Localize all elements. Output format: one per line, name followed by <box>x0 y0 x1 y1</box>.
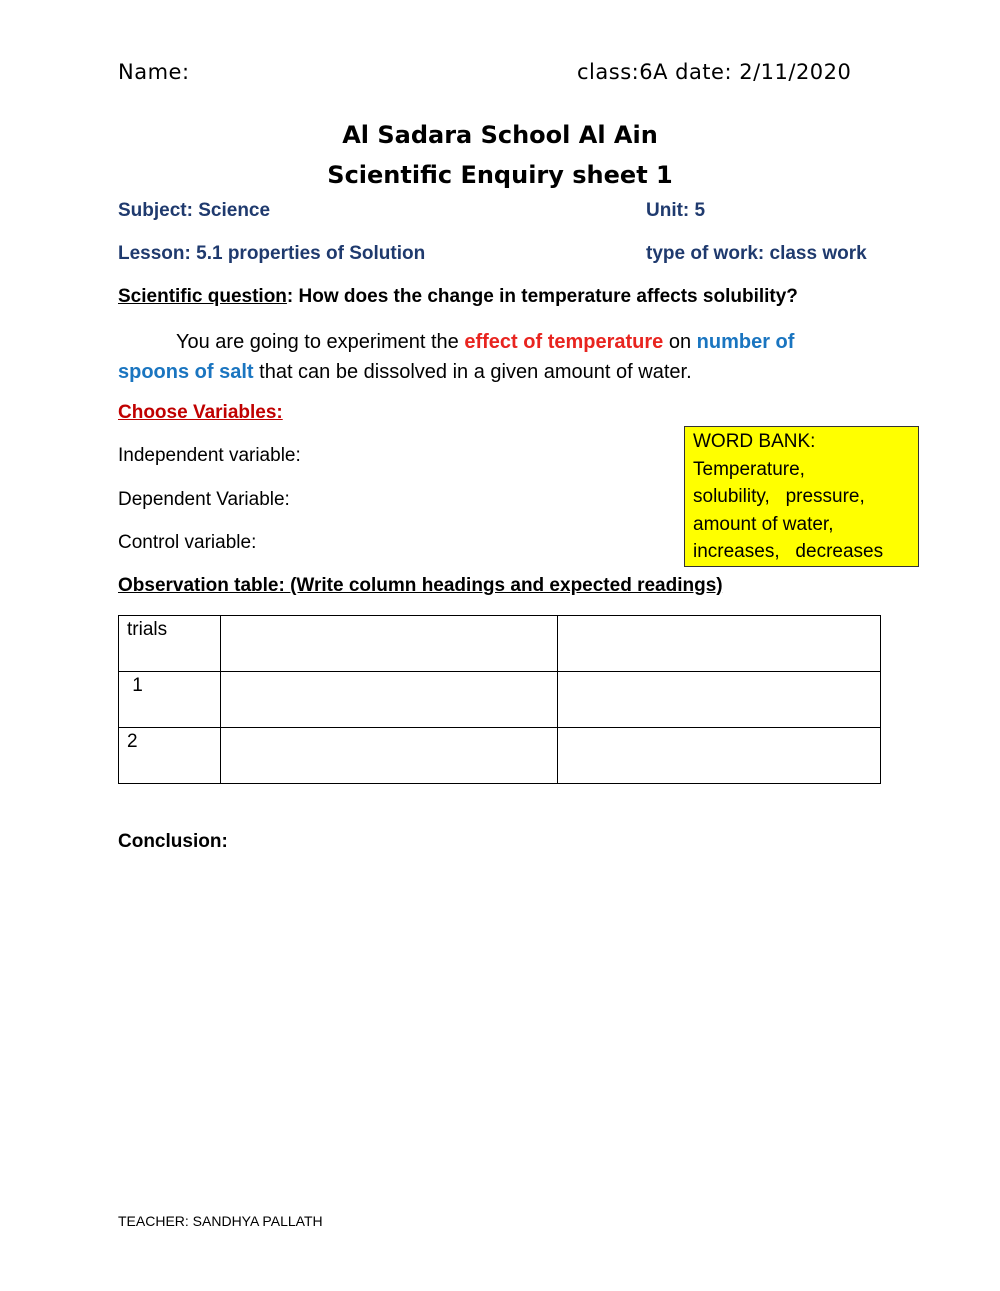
subject-label: Subject: Science <box>118 200 271 221</box>
unit-label: Unit: 5 <box>646 200 706 221</box>
word-bank-line: solubility, pressure, <box>693 486 865 507</box>
scientific-question-label: Scientific question <box>118 286 287 307</box>
intro-line-2 <box>118 357 692 387</box>
intro-part-3: that can be dissolved in a given amount of water. <box>253 361 692 383</box>
intro-line-1 <box>176 327 794 357</box>
word-bank-line: amount of water, <box>693 513 834 535</box>
table-row <box>119 728 881 784</box>
school-name: Al Sadara School Al Ain <box>342 121 658 149</box>
choose-variables-heading: Choose Variables: <box>118 402 283 423</box>
observation-table <box>118 615 881 784</box>
table-cell-blank[interactable] <box>558 728 881 784</box>
conclusion-label: Conclusion: <box>118 831 228 852</box>
control-variable-label: Control variable: <box>118 532 257 553</box>
teacher-footer: TEACHER: SANDHYA PALLATH <box>118 1213 323 1229</box>
table-cell-trial-number: 1 <box>119 672 221 728</box>
table-cell-trials-header: trials <box>119 616 221 672</box>
table-row <box>119 616 881 672</box>
name-label: Name: <box>118 60 190 84</box>
word-bank-line: Temperature, <box>693 458 805 480</box>
table-cell-trial-number: 2 <box>119 728 221 784</box>
word-bank-line: increases, decreases <box>693 541 884 562</box>
intro-highlight-blue-2: spoons of salt <box>118 361 254 383</box>
intro-part-2: on <box>663 331 697 353</box>
table-cell-blank[interactable] <box>558 616 881 672</box>
class-date: class:6A date: 2/11/2020 <box>577 60 852 84</box>
observation-table-heading: Observation table: (Write column headings and expected readings) <box>118 575 723 596</box>
table-row <box>119 672 881 728</box>
dependent-variable-label: Dependent Variable: <box>118 489 290 510</box>
intro-part-1: You are going to experiment the <box>176 331 465 353</box>
scientific-question <box>118 286 798 308</box>
table-cell-blank[interactable] <box>558 672 881 728</box>
independent-variable-label: Independent variable: <box>118 445 301 466</box>
word-bank <box>684 426 919 567</box>
scientific-question-text: : How does the change in temperature affects solubility? <box>286 286 798 307</box>
lesson-label: Lesson: 5.1 properties of Solution <box>118 243 426 264</box>
intro-highlight-blue-1: number of <box>696 331 795 353</box>
sheet-title: Scientific Enquiry sheet 1 <box>327 161 673 189</box>
intro-highlight-red: effect of temperature <box>464 331 664 353</box>
word-bank-line: WORD BANK: <box>693 431 816 452</box>
table-cell-blank[interactable] <box>221 728 558 784</box>
table-cell-blank[interactable] <box>221 616 558 672</box>
table-cell-blank[interactable] <box>221 672 558 728</box>
work-type-label: type of work: class work <box>646 243 867 264</box>
